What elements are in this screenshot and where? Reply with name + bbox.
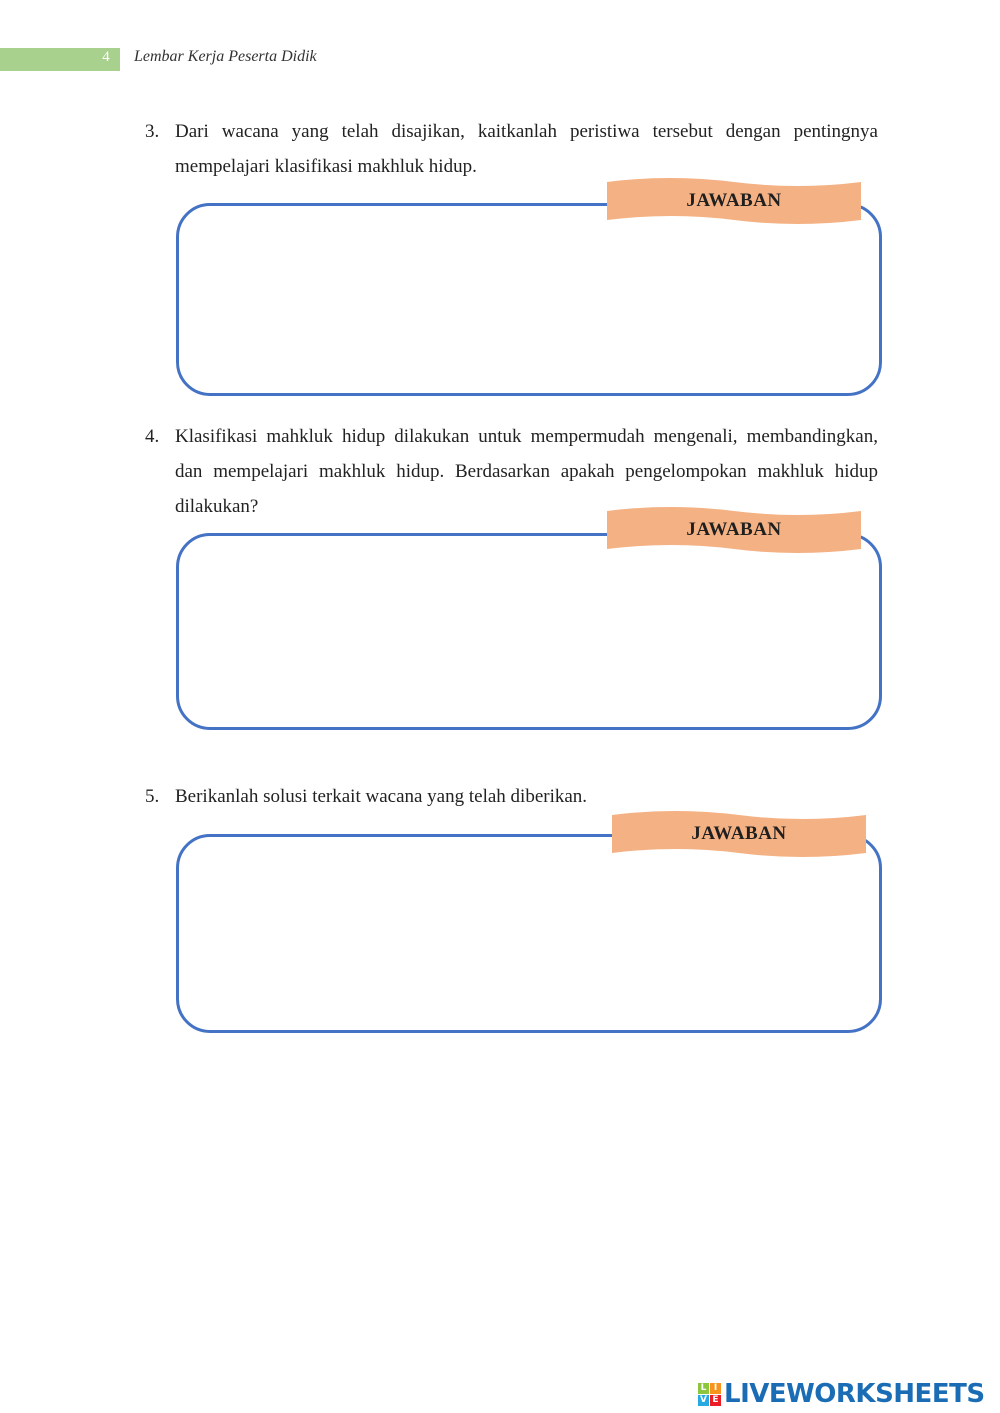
answer-box-3[interactable] (176, 203, 882, 396)
banner-label: JAWABAN (691, 823, 787, 844)
logo-text: LIVEWORKSHEETS (724, 1379, 985, 1409)
question-number: 3. (145, 121, 160, 142)
answer-banner-5 (612, 809, 866, 859)
logo-letter: L (698, 1383, 709, 1394)
question-number: 5. (145, 786, 160, 807)
answer-banner-3 (607, 176, 861, 226)
banner-label: JAWABAN (686, 190, 782, 211)
question-number: 4. (145, 426, 160, 447)
liveworksheets-logo (698, 1378, 985, 1410)
answer-box-5[interactable] (176, 834, 882, 1033)
question-text: Berikanlah solusi terkait wacana yang telah diberikan. (175, 786, 588, 807)
answer-banner-4 (607, 505, 861, 555)
logo-letter: I (710, 1383, 721, 1394)
logo-letter: V (698, 1395, 709, 1406)
logo-letter: E (710, 1395, 721, 1406)
question-text: Dari wacana yang telah disajikan, kaitkanlah peristiwa tersebut dengan pentingnya mempelajari klasifikasi makhluk hidup. (175, 121, 878, 177)
question-3 (145, 114, 878, 184)
question-text: Klasifikasi mahkluk hidup dilakukan untuk mempermudah mengenali, membandingkan, dan mempelajari makhluk hidup. Berdasarkan apakah pengelompokan makhluk hidup dilakukan? (175, 426, 878, 517)
page-number: 4 (102, 49, 110, 65)
header-title: Lembar Kerja Peserta Didik (134, 48, 317, 65)
logo-mark-icon (698, 1383, 721, 1406)
answer-box-4[interactable] (176, 533, 882, 730)
banner-label: JAWABAN (686, 519, 782, 540)
